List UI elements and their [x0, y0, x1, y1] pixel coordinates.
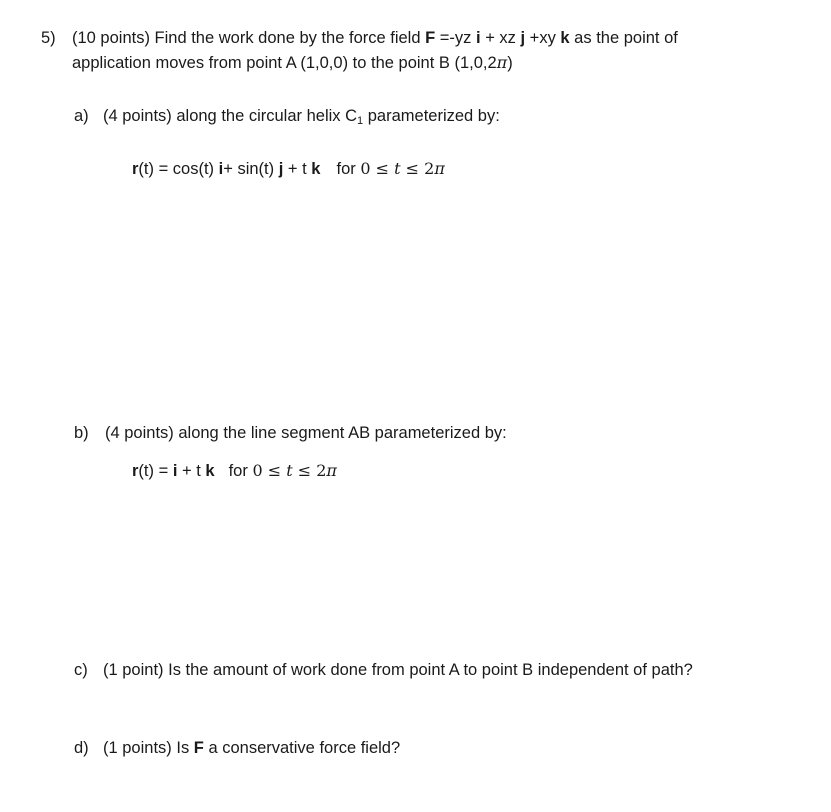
- part-b-label: b): [74, 424, 89, 442]
- problem-number: 5): [41, 29, 56, 47]
- part-b-parameterization: r(t) = i + t k for 0 ≤ t ≤ 2π: [132, 461, 337, 480]
- part-b-question: (4 points) along the line segment AB parameterized by:: [105, 424, 507, 442]
- part-a-question: (4 points) along the circular helix $C_1$ parameterized by:: [103, 107, 500, 127]
- part-c-label: c): [74, 661, 88, 679]
- problem-statement-line-1: (10 points) Find the work done by the force field F =-yz i + xz j +xy k as the point of: [72, 29, 678, 47]
- part-d-question: (1 points) Is F a conservative force field?: [103, 739, 401, 757]
- problem-statement-line-2: application moves from point A (1,0,0) to the point B (1,0,2π): [72, 53, 513, 72]
- part-c-question: (1 point) Is the amount of work done from point A to point B independent of path?: [103, 661, 693, 679]
- part-d-label: d): [74, 739, 89, 757]
- part-a-label: a): [74, 107, 89, 125]
- part-a-parameterization: r(t) = cos(t) i+ sin(t) j + t k for 0 ≤ t ≤ 2π: [132, 159, 445, 178]
